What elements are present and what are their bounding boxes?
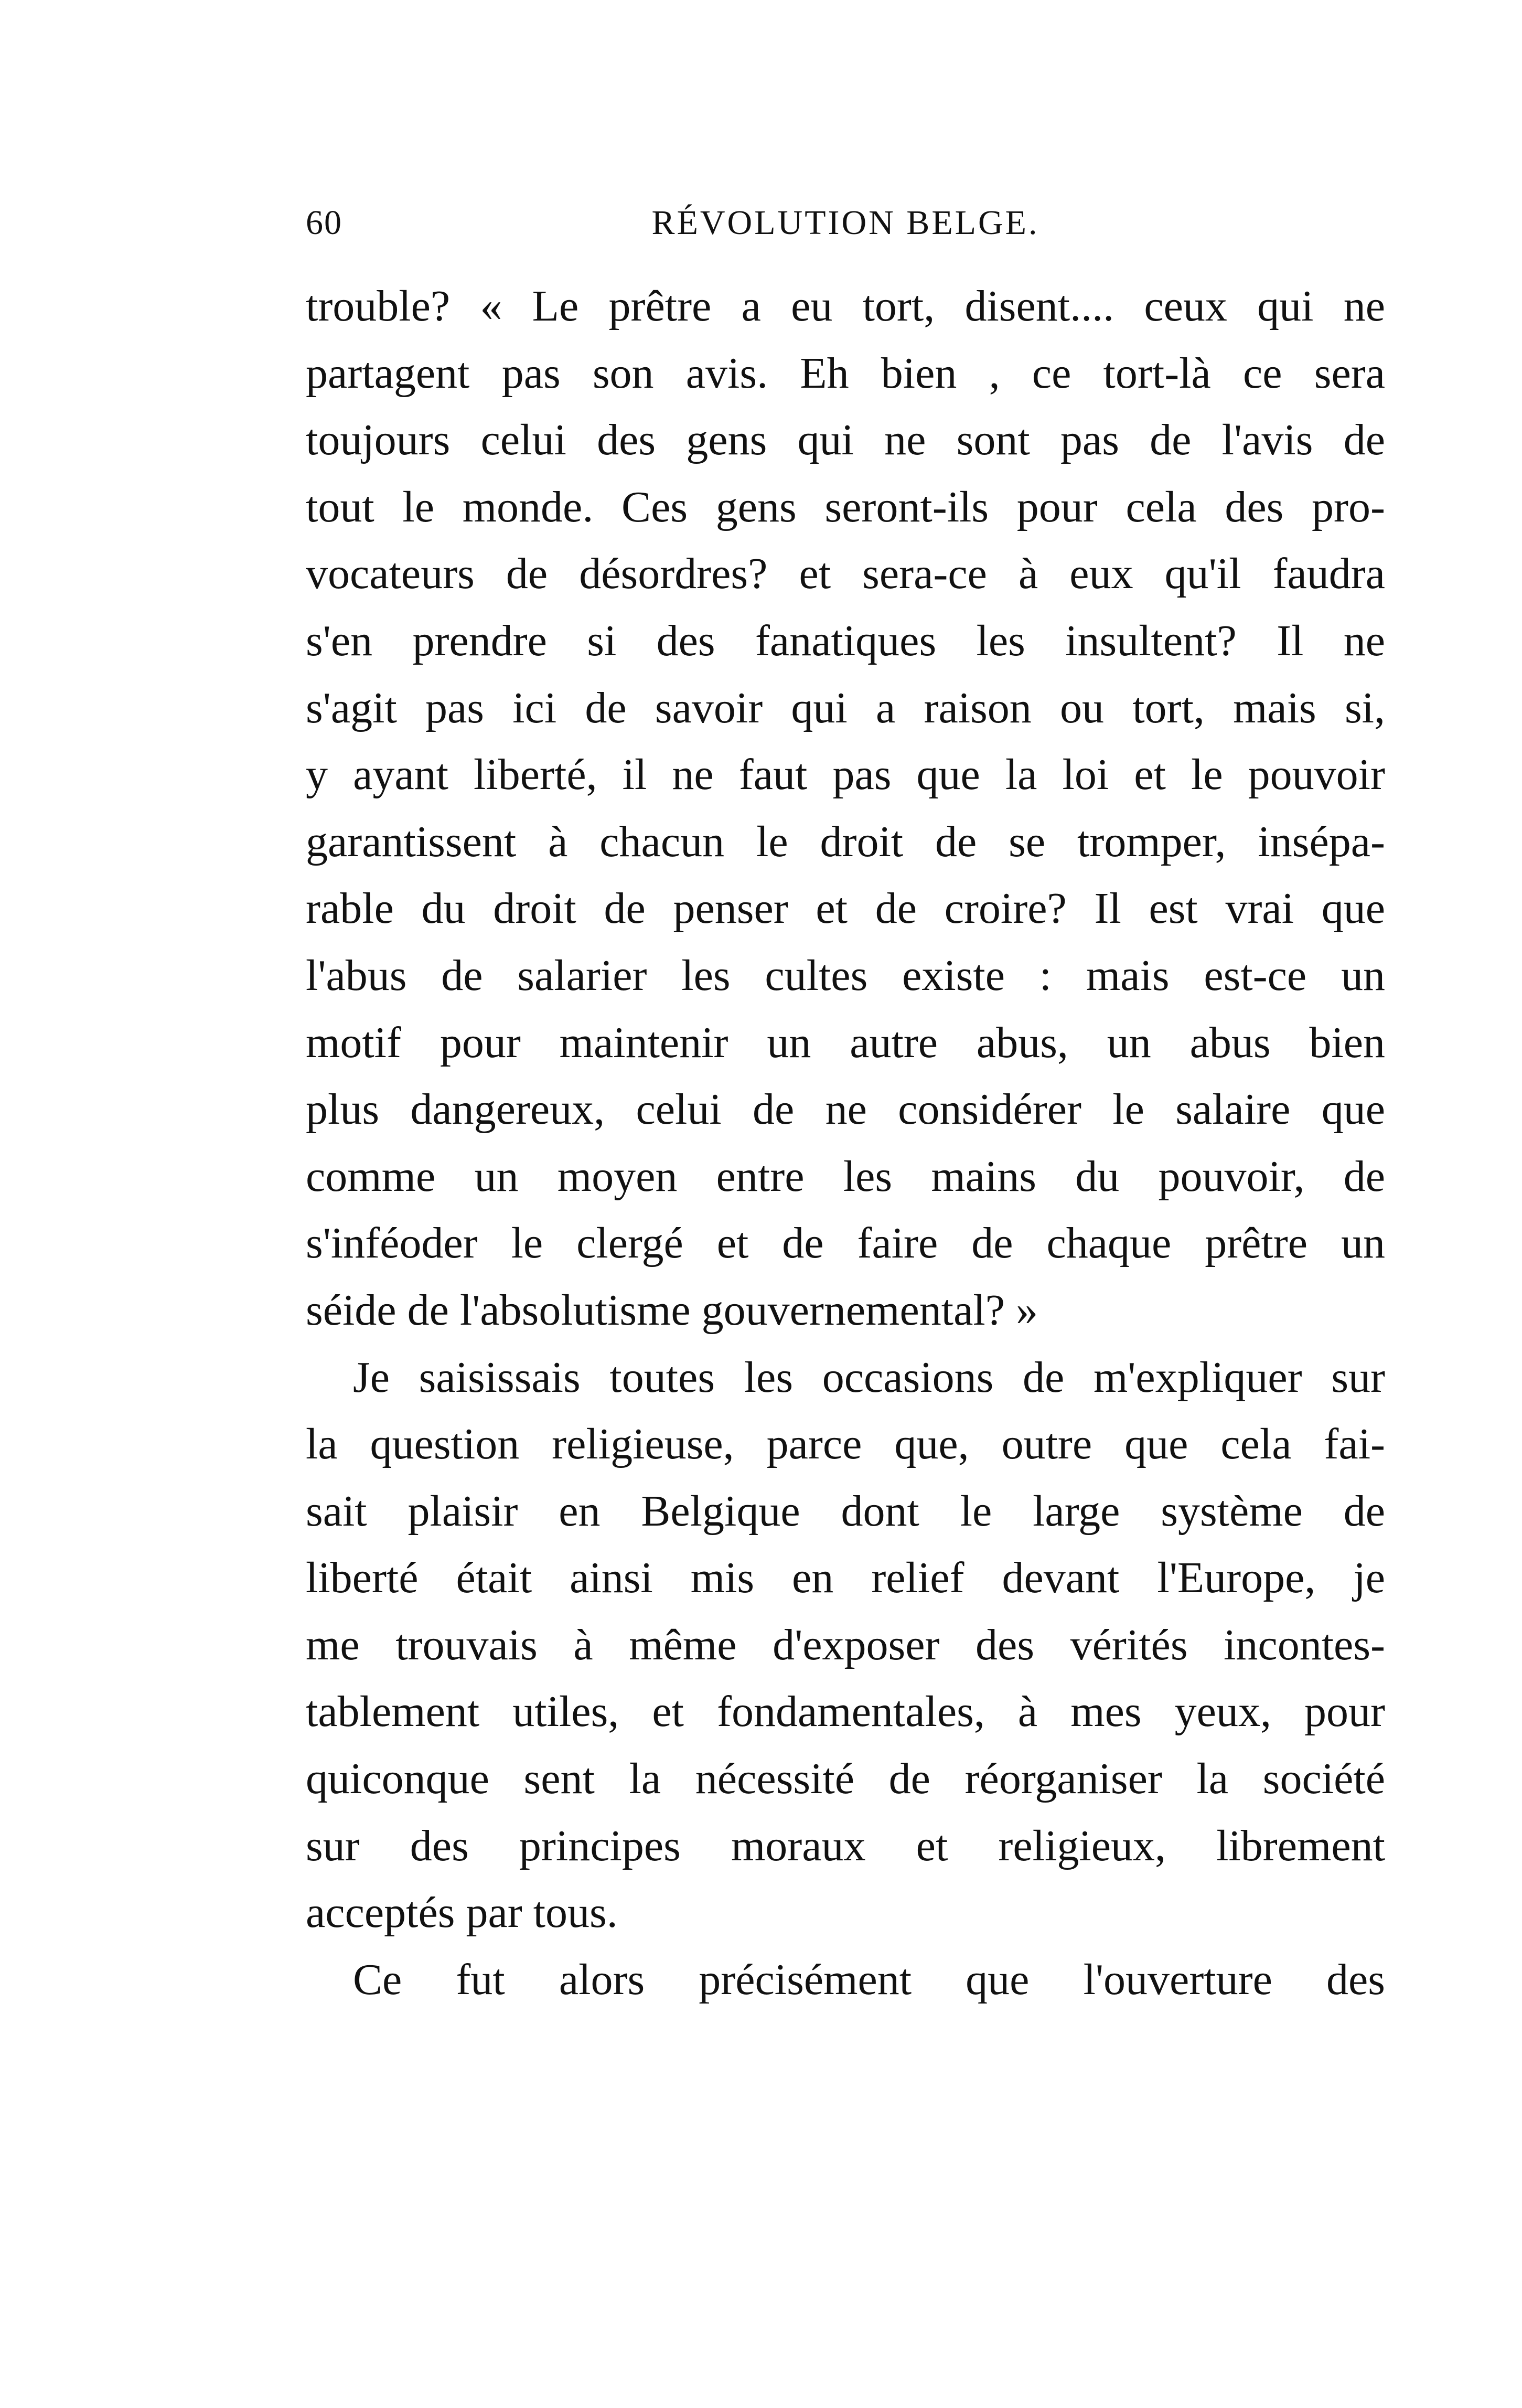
text-line: comme un moyen entre les mains du pouvoir, de bbox=[306, 1152, 1385, 1201]
page-header bbox=[306, 194, 1385, 252]
text-line: y ayant liberté, il ne faut pas que la loi et le pouvoir bbox=[306, 750, 1385, 800]
page-number: 60 bbox=[306, 204, 342, 242]
text-line: quiconque sent la nécessité de réorganiser la société bbox=[306, 1754, 1385, 1804]
text-line: trouble? « Le prêtre a eu tort, disent.... ceux qui ne bbox=[306, 282, 1385, 331]
text-line: séide de l'absolutisme gouvernemental? » bbox=[306, 1285, 1038, 1335]
text-line: s'inféoder le clergé et de faire de chaque prêtre un bbox=[306, 1219, 1385, 1268]
text-line: tout le monde. Ces gens seront-ils pour cela des pro- bbox=[306, 482, 1385, 531]
text-line: la question religieuse, parce que, outre que cela fai- bbox=[306, 1420, 1385, 1469]
text-line: s'agit pas ici de savoir qui a raison ou tort, mais si, bbox=[306, 683, 1385, 732]
text-line: motif pour maintenir un autre abus, un abus bien bbox=[306, 1018, 1385, 1067]
body-text bbox=[306, 273, 1385, 2013]
text-line: sur des principes moraux et religieux, librement bbox=[306, 1821, 1385, 1870]
text-line: acceptés par tous. bbox=[306, 1888, 618, 1937]
text-line: l'abus de salarier les cultes existe : mais est-ce un bbox=[306, 951, 1385, 1000]
text-line: liberté était ainsi mis en relief devant l'Europe, je bbox=[306, 1553, 1385, 1603]
text-line: plus dangereux, celui de ne considérer le salaire que bbox=[306, 1085, 1385, 1134]
text-line: tablement utiles, et fondamentales, à mes yeux, pour bbox=[306, 1687, 1385, 1736]
text-line: me trouvais à même d'exposer des vérités incontes- bbox=[306, 1620, 1385, 1669]
text-line: Je saisissais toutes les occasions de m'expliquer sur bbox=[353, 1352, 1385, 1402]
text-line: s'en prendre si des fanatiques les insultent? Il ne bbox=[306, 616, 1385, 665]
text-line: Ce fut alors précisément que l'ouverture des bbox=[353, 1955, 1385, 2004]
running-title: RÉVOLUTION BELGE. bbox=[651, 204, 1039, 242]
text-line: rable du droit de penser et de croire? Il est vrai que bbox=[306, 884, 1385, 933]
text-line: sait plaisir en Belgique dont le large système de bbox=[306, 1486, 1385, 1536]
text-line: garantissent à chacun le droit de se tromper, insépa- bbox=[306, 817, 1385, 866]
text-line: vocateurs de désordres? et sera-ce à eux qu'il faudra bbox=[306, 549, 1385, 599]
text-line: partagent pas son avis. Eh bien , ce tort-là ce sera bbox=[306, 348, 1385, 398]
text-line: toujours celui des gens qui ne sont pas de l'avis de bbox=[306, 415, 1385, 465]
